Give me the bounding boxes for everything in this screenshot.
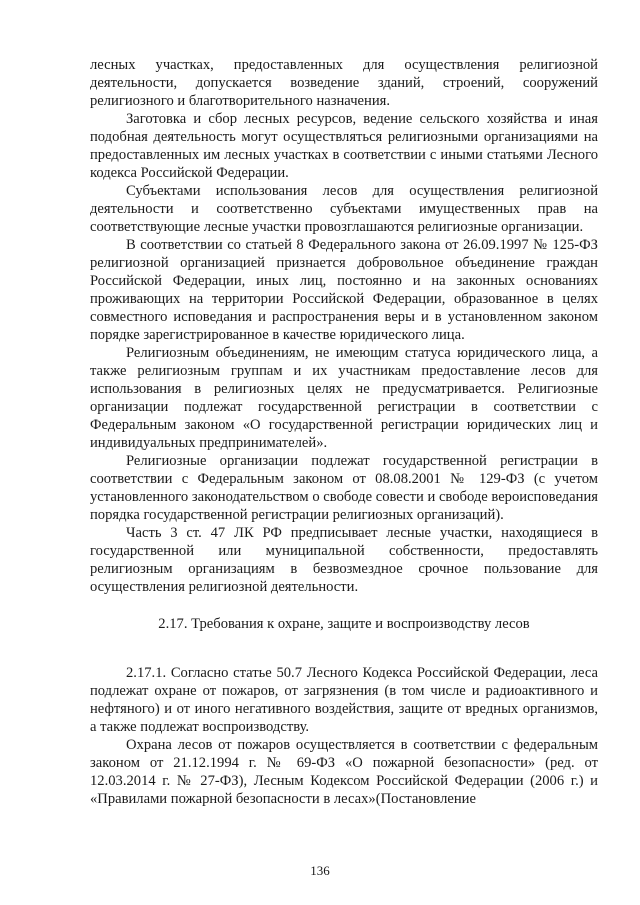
paragraph-7: Часть 3 ст. 47 ЛК РФ предписывает лесные участки, находящиеся в государственной или муниципальной собственности, предоставлять религиозным организациям в безвозмездное срочное пользование для осуществления религиозной деятельности. bbox=[90, 525, 598, 595]
page-number: 136 bbox=[310, 863, 330, 878]
section-heading: 2.17. Требования к охране, защите и воспроизводству лесов bbox=[158, 616, 530, 632]
paragraph-9: Охрана лесов от пожаров осуществляется в соответствии с федеральным законом от 21.12.1994 г. № 69-ФЗ «О пожарной безопасности» (ред. от 12.03.2014 г. № 27-ФЗ), Лесным Кодексом Российской Федерации (2006 г.) и «Правилами пожарной безопасности в лесах»(Постановление bbox=[90, 737, 598, 807]
paragraph-3: Субъектами использования лесов для осуществления религиозной деятельности и соответственно субъектами имущественных прав на соответствующие лесные участки провозглашаются религиозные организации. bbox=[90, 183, 598, 235]
paragraph-8: 2.17.1. Согласно статье 50.7 Лесного Кодекса Российской Федерации, леса подлежат охране от пожаров, от загрязнения (в том числе и радиоактивного и нефтяного) и от иного негативного воздействия, защите от вредных организмов, а также подлежат воспроизводству. bbox=[90, 665, 598, 735]
paragraph-4: В соответствии со статьей 8 Федерального закона от 26.09.1997 № 125-ФЗ религиозной организацией признается добровольное объединение граждан Российской Федерации, иных лиц, постоянно и на законных основаниях проживающих на территории Российской Федерации, образованное в целях совместного исповедания и распространения веры и в установленном законом порядке зарегистрированное в качестве юридического лица. bbox=[90, 237, 598, 343]
page-body bbox=[90, 56, 598, 808]
paragraph-1: лесных участках, предоставленных для осуществления религиозной деятельности, допускается возведение зданий, строений, сооружений религиозного и благотворительного назначения. bbox=[90, 57, 598, 109]
paragraph-2: Заготовка и сбор лесных ресурсов, ведение сельского хозяйства и иная подобная деятельность могут осуществляться религиозными организациями на предоставленных им лесных участках в соответствии с иными статьями Лесного кодекса Российской Федерации. bbox=[90, 111, 598, 181]
paragraph-5: Религиозным объединениям, не имеющим статуса юридического лица, а также религиозным группам и их участникам предоставление лесов для использования в религиозных целях не предусматривается. Религиозные организации подлежат государственной регистрации в соответствии с Федеральным законом «О государственной регистрации юридических лиц и индивидуальных предпринимателей». bbox=[90, 345, 598, 451]
paragraph-6: Религиозные организации подлежат государственной регистрации в соответствии с Федеральным законом от 08.08.2001 № 129-ФЗ (с учетом установленного законодательством о свободе совести и свободе вероисповедания порядка государственной регистрации религиозных организаций). bbox=[90, 453, 598, 523]
